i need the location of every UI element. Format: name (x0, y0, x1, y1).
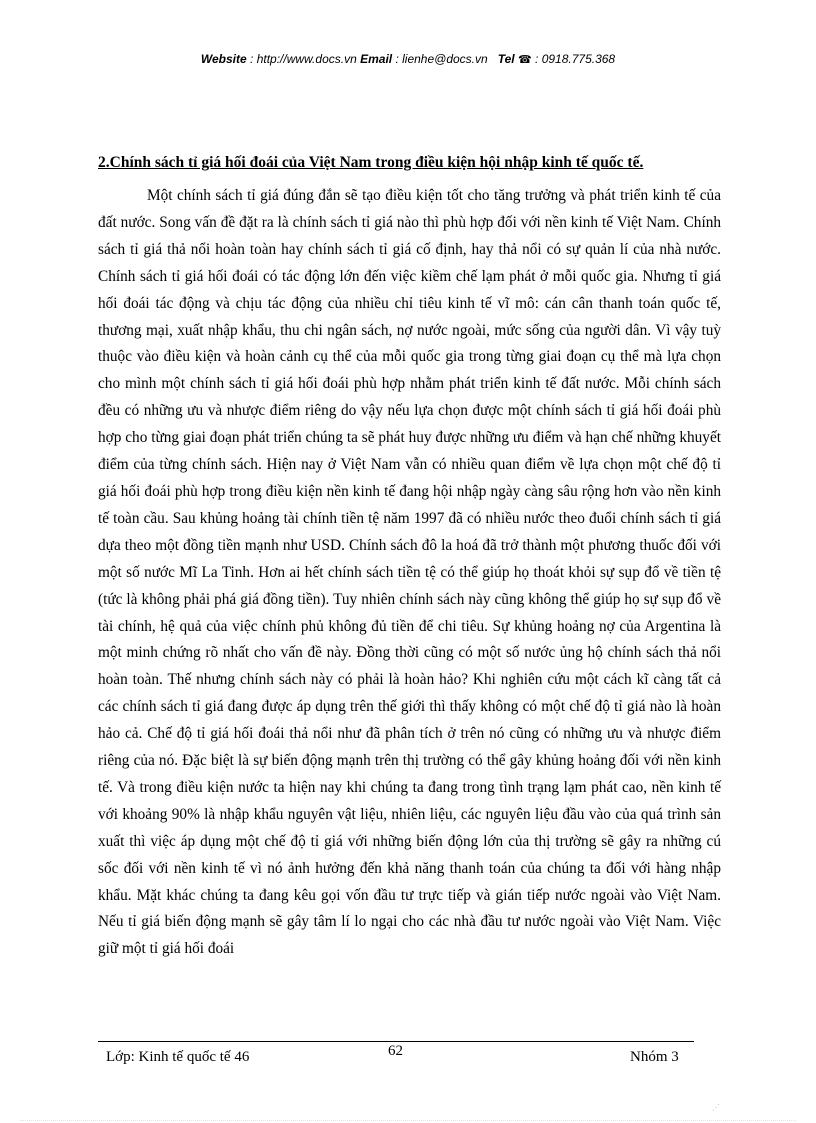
email-separator: : (392, 52, 403, 66)
telephone-icon: ☎ (517, 54, 532, 66)
footer-class-label: Lớp: Kinh tế quốc tế 46 (106, 1049, 250, 1065)
tel-number: 0918.775.368 (541, 52, 616, 66)
corner-crop-mark: ⋰ (712, 1103, 720, 1112)
email-label: Email (360, 52, 393, 66)
page-number: 62 (388, 1043, 403, 1059)
footer-group-label: Nhóm 3 (630, 1049, 679, 1065)
tel-separator: : (531, 52, 542, 66)
website-separator: : (246, 52, 257, 66)
website-url[interactable]: http://www.docs.vn (256, 52, 357, 66)
page-edge-divider (20, 1120, 796, 1121)
website-label: Website (200, 52, 247, 66)
tel-label: Tel (497, 52, 515, 66)
section-heading: 2.Chính sách tỉ giá hối đoái của Việt Nam trong điều kiện hội nhập kinh tế quốc tế. (98, 154, 644, 171)
page-header (0, 52, 816, 66)
footer-divider (98, 1041, 694, 1042)
email-address[interactable]: lienhe@docs.vn (402, 52, 488, 66)
body-paragraph: Một chính sách tỉ giá đúng đắn sẽ tạo điều kiện tốt cho tăng trưởng và phát triển kinh tế của đất nước. Song vấn đề đặt ra là chính sách tỉ giá nào thì phù hợp đối với nền kinh tế Việt Nam. Chính sách tỉ giá thả nổi hoàn toàn hay chính sách tỉ giá cố định, hay thả nổi có sự quản lí của nhà nước. Chính sách tỉ giá hối đoái có tác động lớn đến việc kiềm chế lạm phát ở mỗi quốc gia. Nhưng tỉ giá hối đoái tác động và chịu tác động của nhiều chỉ tiêu kinh tế vĩ mô: cán cân thanh toán quốc tế, thương mại, xuất nhập khẩu, thu chi ngân sách, nợ nước ngoài, mức sống của người dân. Vì vậy tuỳ thuộc vào điều kiện và hoàn cảnh cụ thể của mỗi quốc gia trong từng giai đoạn cụ thể mà lựa chọn cho mình một chính sách tỉ giá hối đoái phù hợp nhằm phát triển kinh tế đất nước. Mỗi chính sách đều có những ưu và nhược điểm riêng do vậy nếu lựa chọn được một chính sách tỉ giá hối đoái phù hợp cho từng giai đoạn phát triển chúng ta sẽ phát huy được những ưu điểm và hạn chế những khuyết điểm của từng chính sách. Hiện nay ở Việt Nam vẫn có nhiều quan điểm về lựa chọn một chế độ tỉ giá hối đoái phù hợp trong điều kiện nền kinh tế đang hội nhập ngày càng sâu rộng hơn vào nền kinh tế toàn cầu. Sau khủng hoảng tài chính tiền tệ năm 1997 đã có nhiều nước theo đuổi chính sách tỉ giá dựa theo một đồng tiền mạnh như USD. Chính sách đô la hoá đã trở thành một phương thuốc đối với một số nước Mĩ La Tinh. Hơn ai hết chính sách tiền tệ có thể giúp họ thoát khỏi sự sụp đổ về tiền tệ (tức là không phải phá giá đồng tiền). Tuy nhiên chính sách này cũng không thể giúp họ sự sụp đổ về tài chính, hệ quả của việc chính phủ không đủ tiền để chi tiêu. Sự khủng hoảng nợ của Argentina là một minh chứng rõ nhất cho vấn đề này. Đồng thời cũng có một số nước ủng hộ chính sách thả nổi hoàn toàn. Thế nhưng chính sách này có phải là hoàn hảo? Khi nghiên cứu một cách kĩ càng tất cả các chính sách tỉ giá đang được áp dụng trên thế giới thì thấy không có một chế độ tỉ giá nào là hoàn hảo cả. Chế độ tỉ giá hối đoái thả nổi như đã phân tích ở trên nó cũng có những ưu và nhược điểm riêng của nó. Đặc biệt là sự biến động mạnh trên thị trường có thể gây khủng hoảng đối với nền kinh tế. Và trong điều kiện nước ta hiện nay khi chúng ta đang trong tình trạng lạm phát cao, nền kinh tế với khoảng 90% là nhập khẩu nguyên vật liệu, nhiên liệu, các nguyên liệu đầu vào của quá trình sản xuất thì việc áp dụng một chế độ tỉ giá với những biến động lớn của thị trường sẽ gây ra những cú sốc đối với nền kinh tế vì nó ảnh hưởng đến khả năng thanh toán của chúng ta đối với hàng nhập khẩu. Mặt khác chúng ta đang kêu gọi vốn đầu tư trực tiếp và gián tiếp nước ngoài vào Việt Nam. Nếu tỉ giá biến động mạnh sẽ gây tâm lí lo ngại cho các nhà đầu tư nước ngoài vào Việt Nam. Việc giữ một tỉ giá hối đoái (98, 187, 721, 958)
